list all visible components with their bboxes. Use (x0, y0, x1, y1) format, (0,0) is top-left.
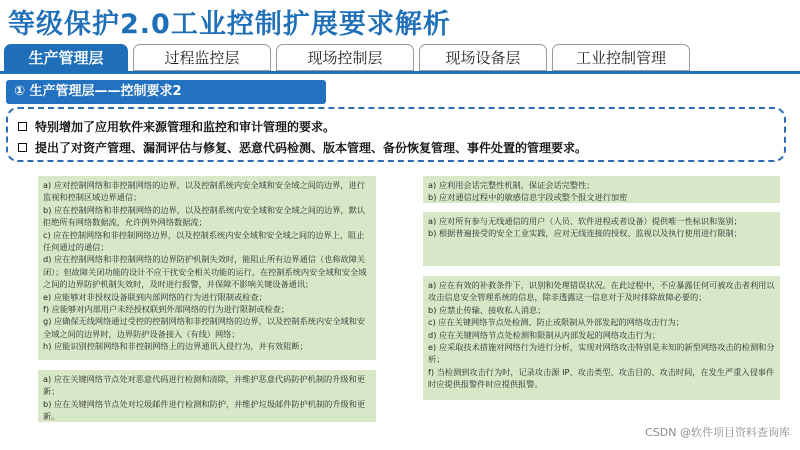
requirement-item (18, 139, 587, 156)
requirements-box (6, 107, 786, 162)
intrusion-detection-box (423, 276, 780, 400)
boundary-protection-box (38, 176, 376, 360)
list-item: b) 应禁止传输、接收私人消息； (428, 304, 546, 315)
list-item: h) 应能识别控制网络和非控制网络上的边界通讯入侵行为，并有效阻断； (43, 341, 308, 352)
watermark: CSDN @软件项目资料查询库 (645, 426, 790, 439)
requirement-text: 提出了对资产管理、漏洞评估与修复、恶意代码检测、版本管理、备份恢复管理、事件处置的管理要求。 (35, 141, 588, 155)
tab-underline (0, 71, 800, 74)
list-item: f) 当检测到攻击行为时，记录攻击源 IP、攻击类型、攻击目的、攻击时间，在发生严重入侵事件时应提供报警件时应提供报警。 (428, 366, 775, 390)
list-item: a) 应对控制网络和非控制网络的边界，以及控制系统内安全域和安全域之间的边界，进行监视和控制区域边界通信； (43, 180, 365, 203)
list-item: c) 应在关键网络节点处检测、防止或限制从外部发起的网络攻击行为； (428, 317, 684, 328)
list-item: e) 应能够对非授权设备联到内部网络的行为进行限制或检查； (43, 291, 267, 302)
list-item: b) 应在控制网络和非控制网络的边界，以及控制系统内安全域和安全域之间的边界，默认拒绝所有网络数据流，允许例外网络数据流； (43, 204, 366, 228)
list-item: b) 应在关键网络节点处对垃圾邮件进行检测和防护，并维护垃圾邮件防护机制的升级和更新。 (43, 398, 366, 422)
wireless-auth-box (423, 212, 780, 266)
list-item: f) 应能够对内部用户未经授权联到外部网络的行为进行限制或检查； (43, 304, 290, 315)
malware-protection-box (38, 370, 376, 422)
list-item: b) 根据普遍接受的安全工业实践，应对无线连接的授权、监视以及执行使用进行限制； (428, 228, 742, 239)
list-item: a) 应在关键网络节点处对恶意代码进行检测和清除，并维护恶意代码防护机制的升级和更新； (43, 374, 365, 397)
list-item: g) 应确保无线网络通过受控的控制网络和非控制网络的边界，以及控制系统内安全域和安全域之间的边界时，边界防护设备接入（有线）网络； (43, 316, 366, 339)
list-item: d) 应在控制网络和非控制网络的边界防护机制失效时，能阻止所有边界通信（也称故障关闭）；但故障关闭功能的设计不应干扰安全相关功能的运行，在控制系统内安全域和安全域之间的边界防护机制失效时，及时进行报警，并保障不影响关键设备通讯； (43, 254, 367, 290)
tab-industrial-control-management[interactable]: 工业控制管理 (552, 44, 690, 71)
list-item: a) 应对所有参与无线通信的用户（人员、软件进程或者设备）提供唯一性标识和鉴别； (428, 216, 742, 226)
list-item: d) 应在关键网络节点处检测和限制从内部发起的网络攻击行为； (428, 329, 661, 340)
tab-field-control[interactable]: 现场控制层 (276, 44, 414, 71)
list-item: a) 应在有效的补救条件下，识别和处理错误状况。在此过程中，不应暴露任何可被攻击者利用以攻击信息安全管理系统的信息，除非透露这一信息对于及时排除故障必要的； (428, 280, 775, 303)
page-title: 等级保护2.0工业控制扩展要求解析 (8, 9, 451, 40)
communication-integrity-box (423, 176, 780, 203)
requirement-text: 特别增加了应用软件来源管理和监控和审计管理的要求。 (35, 120, 336, 134)
checkbox-bullet-icon (18, 143, 27, 152)
list-item: e) 应采取技术措施对网络行为进行分析，实现对网络攻击特别是未知的新型网络攻击的检测和分析； (428, 342, 775, 365)
tab-process-monitoring[interactable]: 过程监控层 (133, 44, 271, 71)
tab-bar (0, 44, 800, 72)
requirement-item (18, 118, 335, 135)
tab-production-management[interactable]: 生产管理层 (4, 44, 128, 71)
checkbox-bullet-icon (18, 122, 27, 131)
list-item: c) 应在控制网络和非控制网络边界，以及控制系统内安全域和安全域之间的边界上，阻止任何通过的通信； (43, 229, 365, 253)
list-item: a) 应利用会话完整性机制，保证会话完整性； (428, 180, 595, 190)
list-item: b) 应对通信过程中的敏感信息字段或整个报文进行加密 (428, 192, 628, 203)
tab-field-device[interactable]: 现场设备层 (419, 44, 547, 71)
section-header: ① 生产管理层——控制要求2 (6, 80, 326, 104)
